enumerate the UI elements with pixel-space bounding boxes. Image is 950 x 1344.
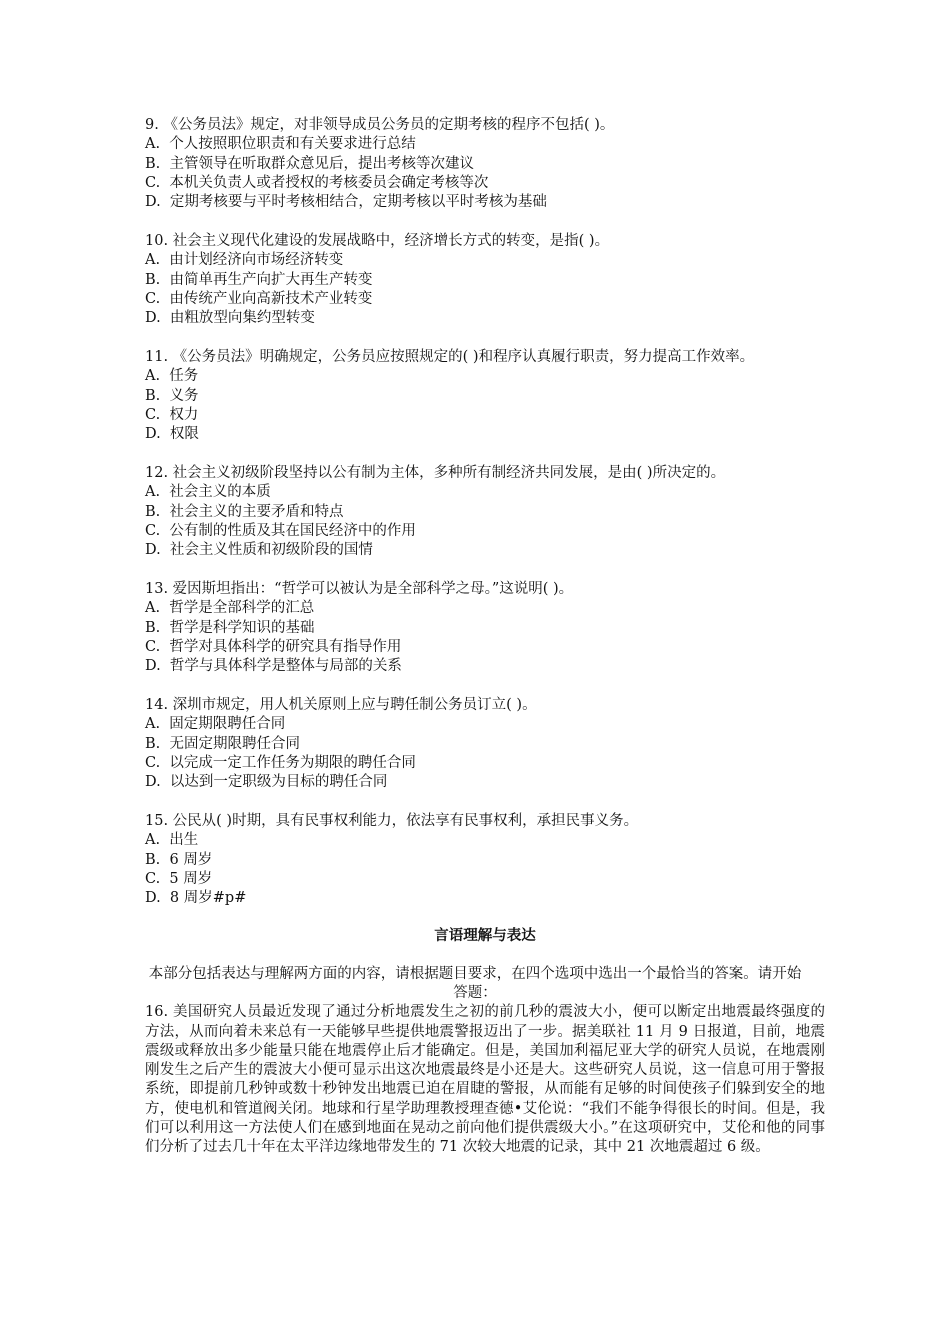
- option-d: D. 社会主义性质和初级阶段的国情: [145, 542, 373, 559]
- question-13: [145, 580, 825, 676]
- option-c: C. 以完成一定工作任务为期限的聘任合同: [145, 754, 416, 771]
- option-d: D. 以达到一定职级为目标的聘任合同: [145, 774, 388, 791]
- question-15: [145, 812, 825, 908]
- option-c: C. 权力: [145, 406, 199, 423]
- reading-passage: 16. 美国研究人员最近发现了通过分析地震发生之初的前几秒的震波大小，便可以断定出地震最终强度的方法，从而向着未来总有一天能够早些提供地震警报迈出了一步。据美联社 11 月 9 日报道，目前，地震震级或释放出多少能量只能在地震停止后才能确定。但是，美国加利福尼亚大学的研究人员说，在地震刚刚发生之后产生的震波大小便可显示出这次地震最终是小还是大。这些研究人员说，这一信息可用于警报系统，即提前几秒钟或数十秒钟发出地震已迫在眉睫的警报，从而能有足够的时间使孩子们躲到安全的地方，使电机和管道阀关闭。地球和行星学助理教授理查德•艾伦说：“我们不能争得很长的时间。但是，我们可以利用这一方法使人们在感到地面在晃动之前向他们提供震级大小。”在这项研究中，艾伦和他的同事们分析了过去几十年在太平洋边缘地带发生的 71 次较大地震的记录，其中 21 次地震超过 6 级。: [145, 1004, 825, 1156]
- option-c: C. 本机关负责人或者授权的考核委员会确定考核等次: [145, 174, 489, 191]
- option-b: B. 哲学是科学知识的基础: [145, 619, 315, 636]
- option-c: C. 5 周岁: [145, 870, 213, 887]
- question-stem: 15. 公民从( )时期，具有民事权利能力，依法享有民事权利，承担民事义务。: [145, 812, 639, 829]
- option-a: A. 任务: [145, 368, 199, 385]
- question-stem: 9. 《公务员法》规定，对非领导成员公务员的定期考核的程序不包括( )。: [145, 117, 615, 133]
- question-stem: 13. 爱因斯坦指出：“哲学可以被认为是全部科学之母。”这说明( )。: [145, 580, 574, 597]
- option-b: B. 义务: [145, 387, 199, 404]
- option-b: B. 由简单再生产向扩大再生产转变: [145, 271, 373, 288]
- option-a: A. 出生: [145, 832, 199, 849]
- section-title: 言语理解与表达: [434, 928, 536, 945]
- option-a: A. 固定期限聘任合同: [145, 716, 286, 733]
- question-12: [145, 464, 825, 560]
- question-stem: 11. 《公务员法》明确规定，公务员应按照规定的( )和程序认真履行职责，努力提高工作效率。: [145, 348, 755, 365]
- question-10: [145, 232, 825, 328]
- option-b: B. 无固定期限聘任合同: [145, 735, 300, 752]
- option-c: C. 哲学对具体科学的研究具有指导作用: [145, 638, 402, 655]
- question-stem: 14. 深圳市规定，用人机关原则上应与聘任制公务员订立( )。: [145, 696, 537, 713]
- option-d: D. 哲学与具体科学是整体与局部的关系: [145, 658, 402, 675]
- option-b: B. 社会主义的主要矛盾和特点: [145, 503, 344, 520]
- option-d: D. 8 周岁#p#: [145, 890, 247, 907]
- option-d: D. 权限: [145, 426, 199, 443]
- option-d: D. 由粗放型向集约型转变: [145, 310, 315, 327]
- section-intro: 本部分包括表达与理解两方面的内容，请根据题目要求，在四个选项中选出一个最恰当的答案。请开始答题：: [148, 965, 802, 1001]
- option-a: A. 由计划经济向市场经济转变: [145, 252, 344, 269]
- option-c: C. 由传统产业向高新技术产业转变: [145, 290, 373, 307]
- option-d: D. 定期考核要与平时考核相结合，定期考核以平时考核为基础: [145, 194, 547, 211]
- option-c: C. 公有制的性质及其在国民经济中的作用: [145, 522, 416, 539]
- question-stem: 12. 社会主义初级阶段坚持以公有制为主体，多种所有制经济共同发展，是由( )所决定的。: [145, 464, 726, 481]
- option-a: A. 哲学是全部科学的汇总: [145, 600, 315, 617]
- option-b: B. 6 周岁: [145, 851, 213, 868]
- question-stem: 10. 社会主义现代化建设的发展战略中，经济增长方式的转变，是指( )。: [145, 232, 610, 249]
- option-a: A. 社会主义的本质: [145, 484, 271, 501]
- question-14: [145, 696, 825, 792]
- option-a: A. 个人按照职位职责和有关要求进行总结: [145, 136, 416, 153]
- question-11: [145, 348, 825, 444]
- document-content: [145, 116, 825, 1158]
- question-9: [145, 116, 825, 212]
- option-b: B. 主管领导在听取群众意见后，提出考核等次建议: [145, 155, 474, 172]
